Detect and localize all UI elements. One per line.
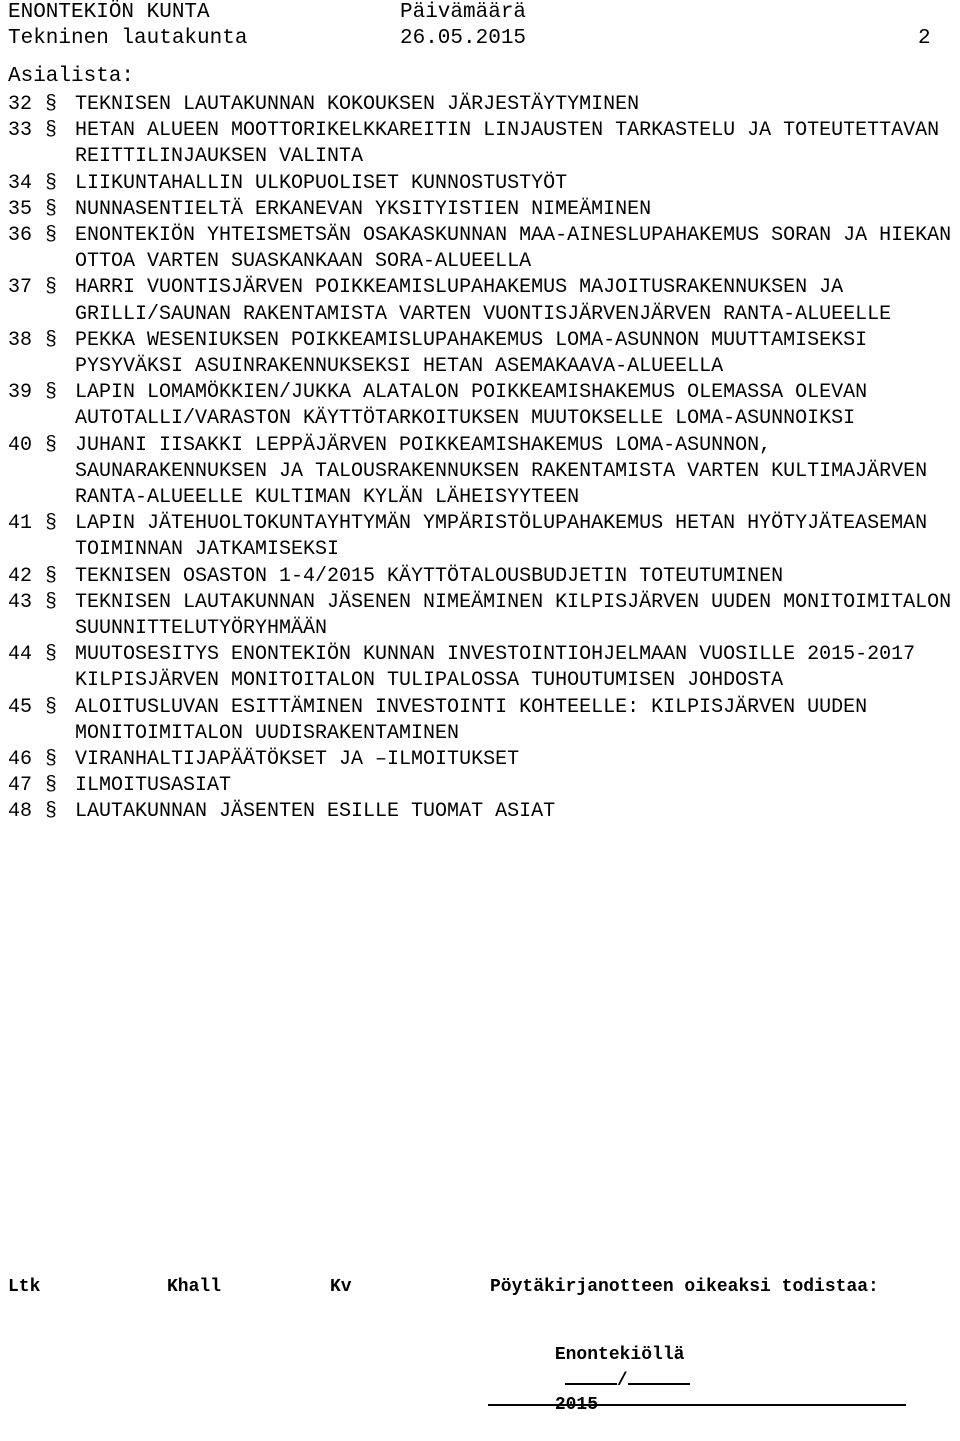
section-symbol: § [45,381,58,405]
agenda-item-number: 34 [8,171,33,195]
agenda-item [8,380,953,432]
agenda-item [8,223,953,275]
date-slash: / [616,1371,628,1391]
agenda-item-number: 44 [8,643,33,667]
agenda-item-number: 38 [8,328,33,352]
section-symbol: § [45,171,58,195]
agenda-item [8,171,953,197]
agenda-item-number: 43 [8,590,33,614]
agenda-item-number: 47 [8,774,33,798]
agenda-item-number: 45 [8,695,33,719]
agenda-item [8,511,953,563]
agenda-item-title: TEKNISEN OSASTON 1-4/2015 KÄYTTÖTALOUSBUDJETIN TOTEUTUMINEN [75,564,784,588]
agenda-item [8,747,953,773]
agenda-item-title: JUHANI IISAKKI LEPPÄJÄRVEN POIKKEAMISHAKEMUS LOMA-ASUNNON, SAUNARAKENNUKSEN JA TALOUSRAKENNUKSEN RAKENTAMISTA VARTEN KULTIMAJÄRVEN RANTA-ALUEELLE KULTIMAN KYLÄN LÄHEISYYTEEN [75,433,928,510]
section-symbol: § [45,695,58,719]
agenda-item [8,275,953,327]
section-symbol: § [45,800,58,824]
agenda-item [8,197,953,223]
section-symbol: § [45,224,58,248]
agenda-item [8,564,953,590]
agenda-item-number: 40 [8,433,33,457]
agenda-item [8,92,953,118]
agenda-item [8,433,953,512]
agenda-item-number: 39 [8,381,33,405]
agenda-item [8,799,953,825]
section-symbol: § [45,512,58,536]
footer-certify-label: Pöytäkirjanotteen oikeaksi todistaa: [490,1277,879,1297]
agenda-title: Asialista: [8,65,135,88]
agenda-item-number: 36 [8,224,33,248]
agenda-item-title: LIIKUNTAHALLIN ULKOPUOLISET KUNNOSTUSTYÖT [75,171,568,195]
agenda-item-title: HARRI VUONTISJÄRVEN POIKKEAMISLUPAHAKEMUS MAJOITUSRAKENNUKSEN JA GRILLI/SAUNAN RAKENTAMISTA VARTEN VUONTISJÄRVENJÄRVEN RANTA-ALUEELLE [75,276,892,326]
section-symbol: § [45,774,58,798]
agenda-item-number: 37 [8,276,33,300]
municipality-name: ENONTEKIÖN KUNTA [8,1,210,24]
agenda-item [8,773,953,799]
agenda-item [8,695,953,747]
agenda-item-title: ILMOITUSASIAT [75,774,232,798]
agenda-item-title: ALOITUSLUVAN ESITTÄMINEN INVESTOINTI KOHTEELLE: KILPISJÄRVEN UUDEN MONITOIMITALON UUDISRAKENTAMINEN [75,695,868,745]
agenda-item-title: HETAN ALUEEN MOOTTORIKELKKAREITIN LINJAUSTEN TARKASTELU JA TOTEUTETTAVAN REITTILINJAUKSEN VALINTA [75,119,940,169]
day-blank [565,1367,617,1385]
agenda-item-title: LAPIN LOMAMÖKKIEN/JUKKA ALATALON POIKKEAMISHAKEMUS OLEMASSA OLEVAN AUTOTALLI/VARASTON KÄYTTÖTARKOITUKSEN MUUTOKSELLE LOMA-ASUNNOIKSI [75,381,868,431]
section-symbol: § [45,590,58,614]
agenda-item-title: NUNNASENTIELTÄ ERKANEVAN YKSITYISTIEN NIMEÄMINEN [75,197,652,221]
agenda-item-number: 41 [8,512,33,536]
meeting-date: 26.05.2015 [400,27,527,50]
footer-year: 2015 [554,1395,599,1415]
section-symbol: § [45,748,58,772]
section-symbol: § [45,328,58,352]
agenda-item-title: VIRANHALTIJAPÄÄTÖKSET JA –ILMOITUKSET [75,748,520,772]
agenda-item-title: MUUTOSESITYS ENONTEKIÖN KUNNAN INVESTOINTIOHJELMAAN VUOSILLE 2015-2017 KILPISJÄRVEN MONITOITALON TULIPALOSSA TUHOUTUMISEN JOHDOSTA [75,643,916,693]
agenda-item-number: 33 [8,119,33,143]
section-symbol: § [45,564,58,588]
signature-line [488,1404,906,1406]
committee-name: Tekninen lautakunta [8,27,248,50]
agenda-item-title: TEKNISEN LAUTAKUNNAN JÄSENEN NIMEÄMINEN KILPISJÄRVEN UUDEN MONITOIMITALON SUUNNITTELUTYÖRYHMÄÄN [75,590,952,641]
footer-place: Enontekiöllä [554,1345,685,1365]
agenda-item-title: LAUTAKUNNAN JÄSENTEN ESILLE TUOMAT ASIAT [75,800,556,824]
agenda-item-title: LAPIN JÄTEHUOLTOKUNTAYHTYMÄN YMPÄRISTÖLUPAHAKEMUS HETAN HYÖTYJÄTEASEMAN TOIMINNAN JATKAMISEKSI [75,512,928,562]
agenda-item [8,118,953,170]
agenda-item-number: 32 [8,93,33,116]
agenda-item [8,642,953,694]
agenda-item-number: 48 [8,800,33,824]
footer-place-date [490,1319,690,1441]
footer-kv: Kv [330,1277,352,1297]
agenda-list [8,92,953,826]
footer-khall: Khall [167,1277,222,1297]
section-symbol: § [45,119,58,143]
month-blank [628,1367,690,1385]
agenda-item [8,590,953,642]
agenda-item-title: PEKKA WESENIUKSEN POIKKEAMISLUPAHAKEMUS LOMA-ASUNNON MUUTTAMISEKSI PYSYVÄKSI ASUINRAKENNUKSEKSI HETAN ASEMAKAAVA-ALUEELLA [75,328,868,379]
agenda-item-number: 35 [8,197,33,221]
agenda-item [8,328,953,380]
section-symbol: § [45,643,58,667]
page-number: 2 [918,27,931,50]
footer [0,1275,960,1415]
agenda-item-number: 42 [8,564,33,588]
footer-ltk: Ltk [8,1277,41,1297]
agenda-item-title: ENONTEKIÖN YHTEISMETSÄN OSAKASKUNNAN MAA-AINESLUPAHAKEMUS SORAN JA HIEKAN OTTOA VARTEN SUASKANKAAN SORA-ALUEELLA [75,224,952,274]
agenda-item-title: TEKNISEN LAUTAKUNNAN KOKOUKSEN JÄRJESTÄYTYMINEN [75,93,640,116]
section-symbol: § [45,93,58,116]
date-label: Päivämäärä [400,1,527,24]
section-symbol: § [45,433,58,457]
agenda-item-number: 46 [8,748,33,772]
section-symbol: § [45,276,58,300]
section-symbol: § [45,197,58,221]
